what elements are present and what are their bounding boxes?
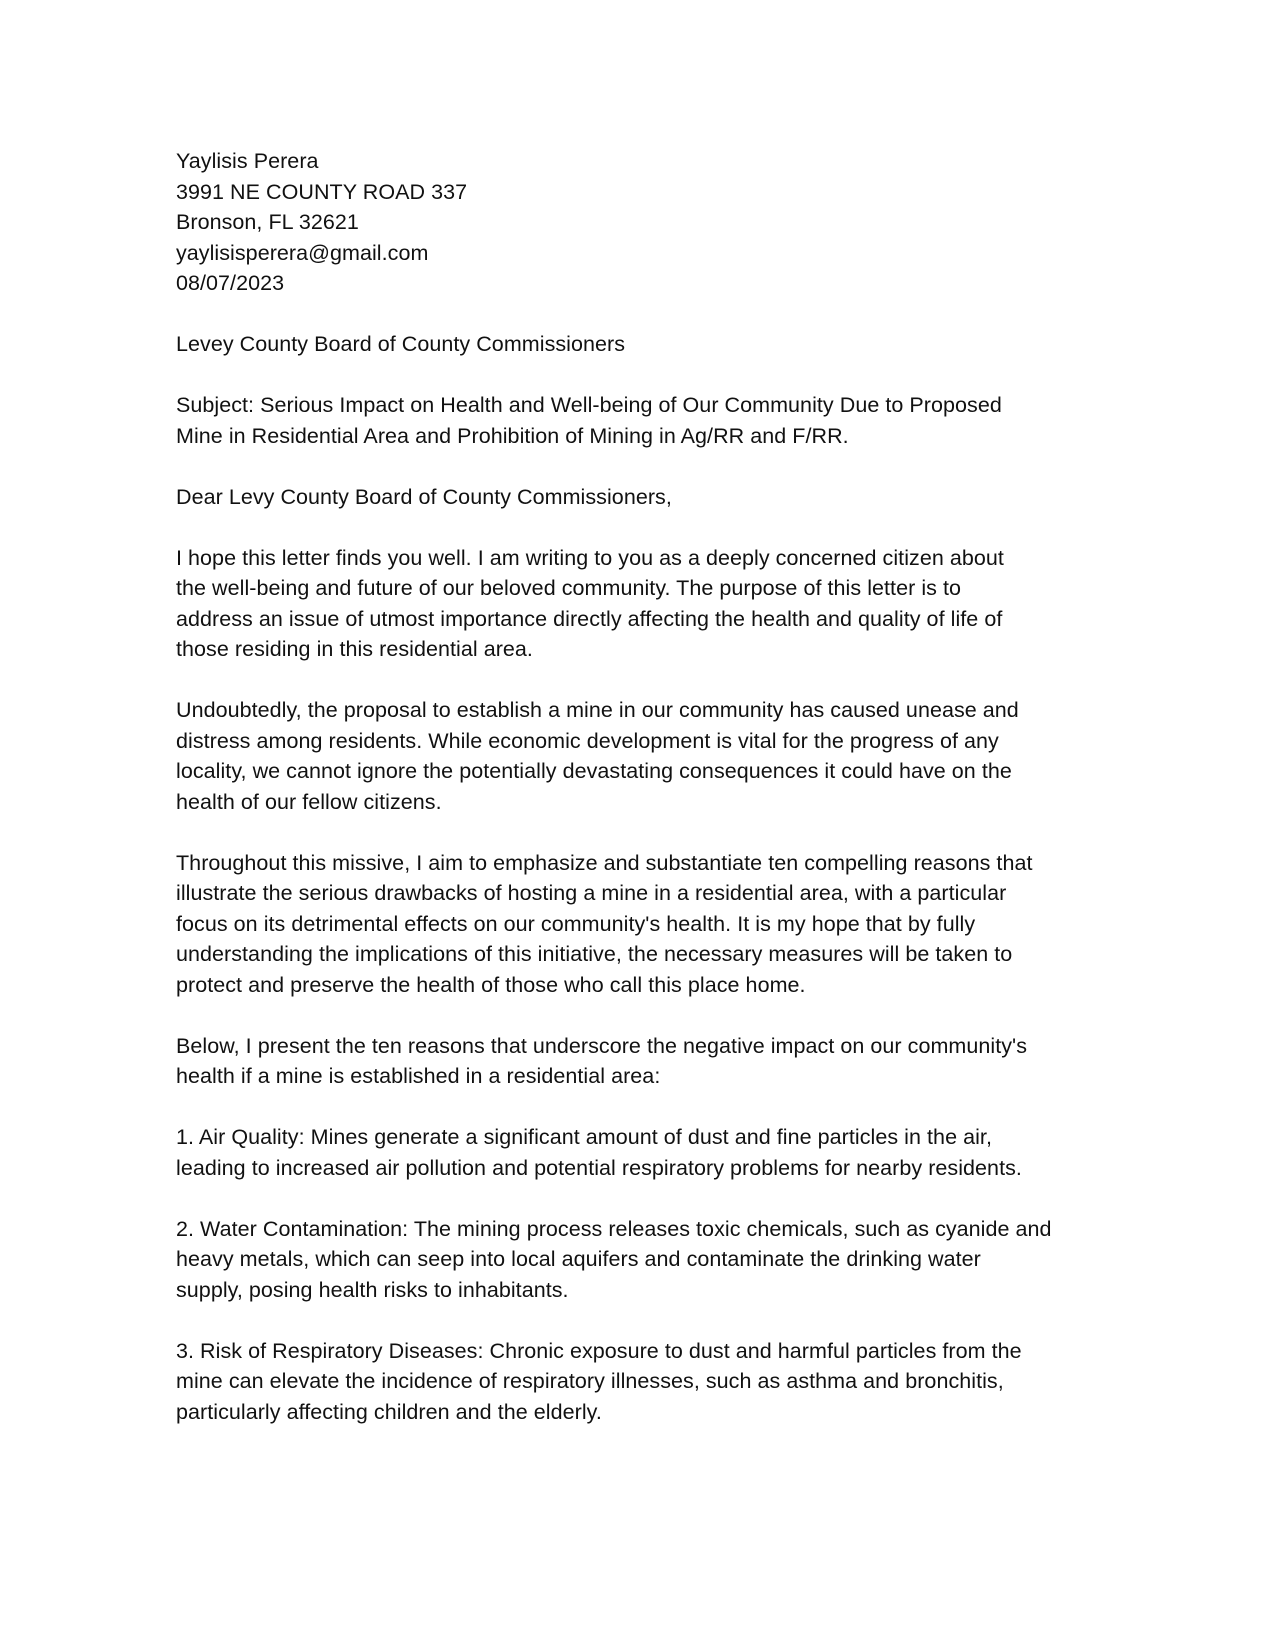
paragraph-line: I hope this letter finds you well. I am writing to you as a deeply concerned citizen about	[176, 545, 1004, 570]
sender-street: 3991 NE COUNTY ROAD 337	[176, 179, 468, 204]
paragraph-line: those residing in this residential area.	[176, 637, 533, 661]
recipient-name: Levey County Board of County Commissioners	[176, 332, 626, 356]
spacer	[176, 1183, 1106, 1214]
paragraph-line: mine can elevate the incidence of respiratory illnesses, such as asthma and bronchitis,	[176, 1369, 1004, 1393]
paragraph-line: illustrate the serious drawbacks of hosting a mine in a residential area, with a particular	[176, 881, 1007, 905]
sender-email: yaylisisperera@gmail.com	[176, 240, 429, 265]
paragraph-line: distress among residents. While economic development is vital for the progress of any	[176, 728, 999, 753]
subject-line: Mine in Residential Area and Prohibition of Mining in Ag/RR and F/RR.	[176, 423, 849, 448]
paragraph-line: Undoubtedly, the proposal to establish a mine in our community has caused unease and	[176, 698, 1019, 722]
letter-date: 08/07/2023	[176, 271, 285, 295]
paragraph-line: focus on its detrimental effects on our community's health. It is my hope that by fully	[176, 911, 976, 936]
paragraph-line: supply, posing health risks to inhabitants.	[176, 1277, 569, 1302]
paragraph-line: health of our fellow citizens.	[176, 789, 442, 814]
spacer	[176, 299, 1106, 330]
spacer	[176, 1000, 1106, 1031]
reason-water-contamination	[176, 1214, 1106, 1306]
salutation: Dear Levy County Board of County Commissioners,	[176, 484, 672, 509]
paragraph-line: leading to increased air pollution and potential respiratory problems for nearby residents.	[176, 1155, 1022, 1180]
paragraph-line: heavy metals, which can seep into local aquifers and contaminate the drinking water	[176, 1247, 981, 1271]
paragraph-line: 2. Water Contamination: The mining process releases toxic chemicals, such as cyanide and	[176, 1216, 1052, 1241]
paragraph-line: the well-being and future of our beloved community. The purpose of this letter is to	[176, 576, 962, 600]
reason-air-quality	[176, 1122, 1106, 1183]
spacer	[176, 817, 1106, 848]
paragraph-line: health if a mine is established in a residential area:	[176, 1064, 661, 1088]
sender-address-block	[176, 146, 1106, 299]
paragraph-intro	[176, 543, 1106, 665]
paragraph-line: protect and preserve the health of those who call this place home.	[176, 972, 806, 997]
paragraph-line: 1. Air Quality: Mines generate a significant amount of dust and fine particles in the air,	[176, 1125, 992, 1149]
spacer	[176, 665, 1106, 696]
recipient-block	[176, 329, 1106, 360]
subject-block	[176, 390, 1106, 451]
paragraph-reasons-intro	[176, 1031, 1106, 1092]
paragraph-purpose	[176, 848, 1106, 1001]
subject-line: Subject: Serious Impact on Health and Well-being of Our Community Due to Proposed	[176, 393, 1002, 417]
reason-respiratory-diseases	[176, 1336, 1106, 1428]
paragraph-line: locality, we cannot ignore the potentially devastating consequences it could have on the	[176, 759, 1012, 783]
paragraph-line: particularly affecting children and the elderly.	[176, 1399, 602, 1424]
paragraph-line: 3. Risk of Respiratory Diseases: Chronic exposure to dust and harmful particles from the	[176, 1338, 1022, 1363]
paragraph-line: address an issue of utmost importance directly affecting the health and quality of life of	[176, 606, 1003, 631]
paragraph-line: Throughout this missive, I aim to emphasize and substantiate ten compelling reasons that	[176, 850, 1033, 875]
spacer	[176, 360, 1106, 391]
salutation-block	[176, 482, 1106, 513]
sender-name: Yaylisis Perera	[176, 149, 319, 173]
paragraph-line: understanding the implications of this initiative, the necessary measures will be taken to	[176, 942, 1013, 966]
sender-city: Bronson, FL 32621	[176, 210, 359, 234]
paragraph-line: Below, I present the ten reasons that underscore the negative impact on our community's	[176, 1033, 1028, 1058]
letter-page	[176, 146, 1106, 1427]
spacer	[176, 512, 1106, 543]
spacer	[176, 1092, 1106, 1123]
paragraph-concern	[176, 695, 1106, 817]
spacer	[176, 1305, 1106, 1336]
spacer	[176, 451, 1106, 482]
